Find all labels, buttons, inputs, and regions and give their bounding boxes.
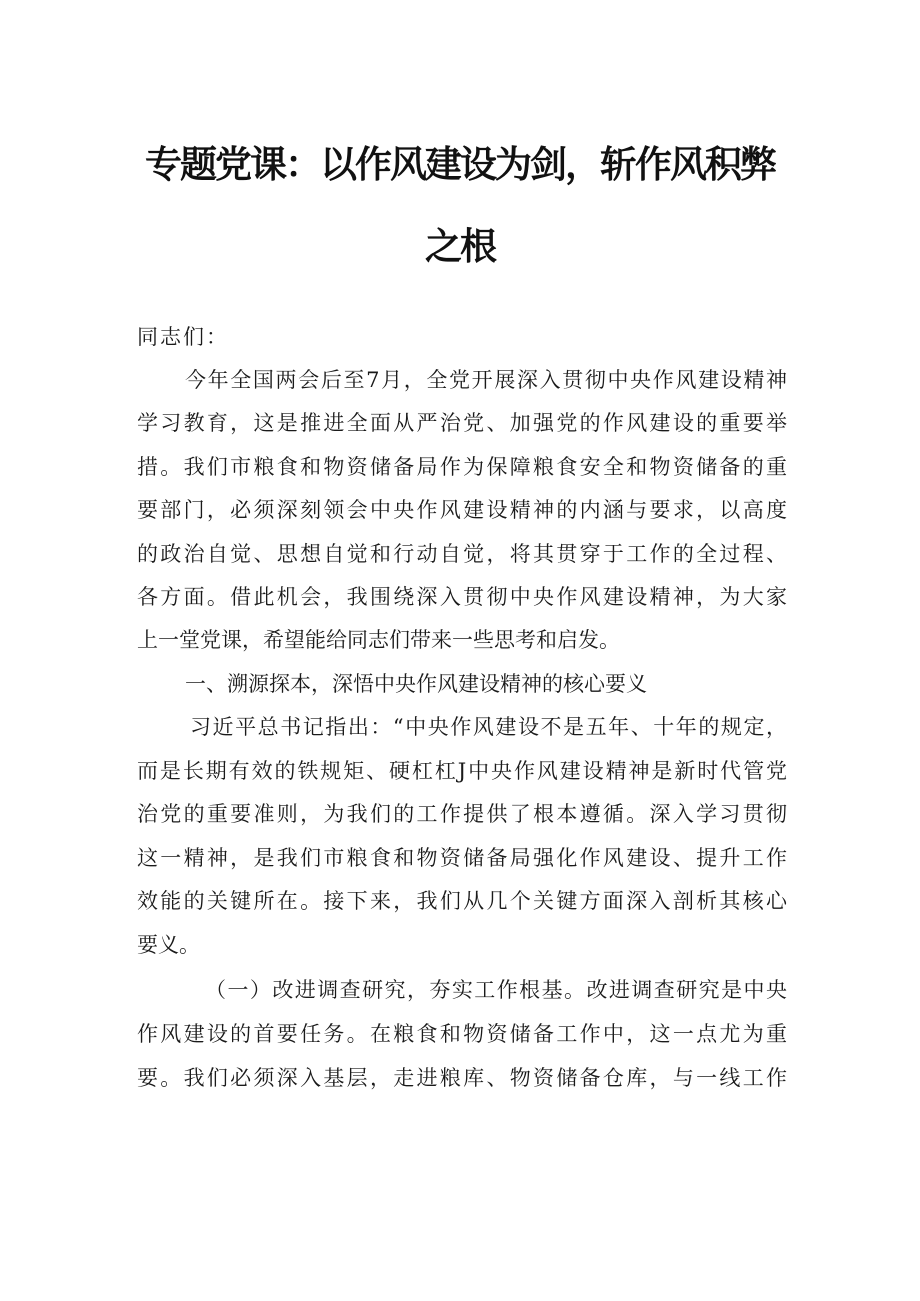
document-title-line-1: 专题党课：以作风建设为剑，斩作风积弊	[145, 143, 775, 186]
paragraph-line: 的政治自觉、思想自觉和行动自觉，将其贯穿于工作的全过程、	[137, 542, 787, 566]
paragraph-line: 习近平总书记指出：“中央作风建设不是五年、十年的规定，	[190, 715, 787, 739]
paragraph-line: 今年全国两会后至7月，全党开展深入贯彻中央作风建设精神	[185, 368, 787, 392]
paragraph-line: 要。我们必须深入基层，走进粮库、物资储备仓库，与一线工作	[137, 1066, 787, 1090]
paragraph-line: 上一堂党课，希望能给同志们带来一些思考和启发。	[137, 628, 620, 652]
document-title-line-2: 之根	[425, 225, 495, 268]
paragraph-line: 这一精神，是我们市粮食和物资储备局强化作风建设、提升工作	[137, 846, 787, 870]
paragraph-line: 要义。	[137, 933, 200, 957]
paragraph-line: 而是长期有效的铁规矩、硬杠杠J中央作风建设精神是新时代管党	[137, 759, 787, 783]
paragraph-line: 效能的关键所在。接下来，我们从几个关键方面深入剖析其核心	[137, 889, 787, 913]
paragraph-line: 治党的重要准则，为我们的工作提供了根本遵循。深入学习贯彻	[137, 802, 787, 826]
paragraph-line: 要部门，必须深刻领会中央作风建设精神的内涵与要求，以高度	[137, 498, 787, 522]
paragraph-line: （一）改进调查研究，夯实工作根基。改进调查研究是中央	[205, 978, 787, 1002]
salutation: 同志们：	[137, 325, 229, 349]
paragraph-line: 各方面。借此机会，我围绕深入贯彻中央作风建设精神，为大家	[137, 585, 787, 609]
paragraph-line: 作风建设的首要任务。在粮食和物资储备工作中，这一点尤为重	[137, 1022, 787, 1046]
paragraph-line: 学习教育，这是推进全面从严治党、加强党的作风建设的重要举	[137, 411, 787, 435]
paragraph-line: 措。我们市粮食和物资储备局作为保障粮食安全和物资储备的重	[137, 455, 787, 479]
section-heading: 一、溯源探本，深悟中央作风建设精神的核心要义	[185, 672, 647, 696]
